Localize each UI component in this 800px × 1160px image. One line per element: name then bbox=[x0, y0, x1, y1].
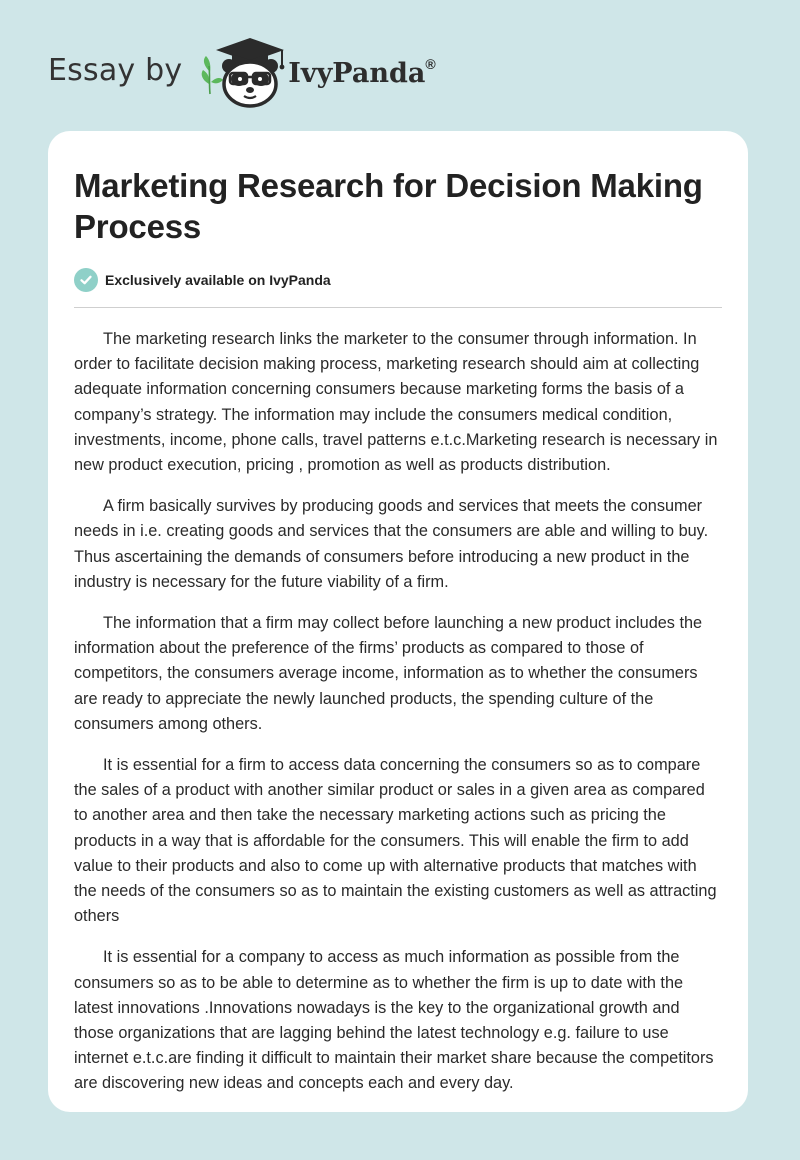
article-title: Marketing Research for Decision Making Process bbox=[74, 167, 703, 245]
badge-text: Exclusively available on IvyPanda bbox=[105, 272, 331, 288]
paragraph: The marketing research links the marketer to the consumer through information. In order to facilitate decision making process, marketing research should aim at collecting adequate information concerning consumers because marketing forms the basis of a company’s strategy. The information may include the consumers medical condition, investments, income, phone calls, travel patterns e.t.c.Marketing research is necessary in new product execution, pricing , promotion as well as products distribution. bbox=[74, 330, 718, 475]
site-header bbox=[48, 36, 436, 108]
brand-name[interactable]: IvyPanda® bbox=[288, 55, 436, 89]
registered-mark: ® bbox=[425, 55, 436, 72]
article-card bbox=[48, 131, 748, 1112]
paragraph: The information that a firm may collect before launching a new product includes the information about the preference of the firms’ products as compared to those of competitors, the consumers average income, information as to whether the consumers are ready to appreciate the newly launched products, the spending culture of the consumers among others. bbox=[74, 614, 703, 733]
divider bbox=[74, 307, 722, 308]
paragraph: It is essential for a firm to access data concerning the consumers so as to compare the sales of a product with another similar product or sales in a given area as compared to another area and then take the necessary marketing actions such as pricing the products in a way that is affordable for the consumers. This will enable the firm to add value to their products and also to come up with alternative products that matches with the needs of the consumers so as to maintain the existing customers as well as attracting others bbox=[74, 756, 717, 926]
paragraph: A firm basically survives by producing goods and services that meets the consumer needs in i.e. creating goods and services that the consumers are able and willing to buy. Thus ascertaining the demands of consumers before introducing a new product in the industry is necessary for the future viability of a firm. bbox=[74, 497, 709, 591]
article-body bbox=[74, 327, 722, 1097]
paragraph: It is essential for a company to access as much information as possible from the consumers so as to be able to determine as to whether the firm is up to date with the latest innovations .Innovations nowadays is the key to the organizational growth and those organizations that are lagging behind the latest technology e.g. failure to use internet e.t.c.are finding it difficult to maintain their market share because the competitors are discovering new ideas and concepts each and every day. bbox=[74, 948, 714, 1093]
exclusive-badge bbox=[74, 268, 722, 292]
essay-by-label: Essay by bbox=[48, 52, 183, 88]
panda-graduate-logo-icon[interactable] bbox=[196, 36, 286, 108]
check-circle-icon bbox=[74, 268, 98, 292]
